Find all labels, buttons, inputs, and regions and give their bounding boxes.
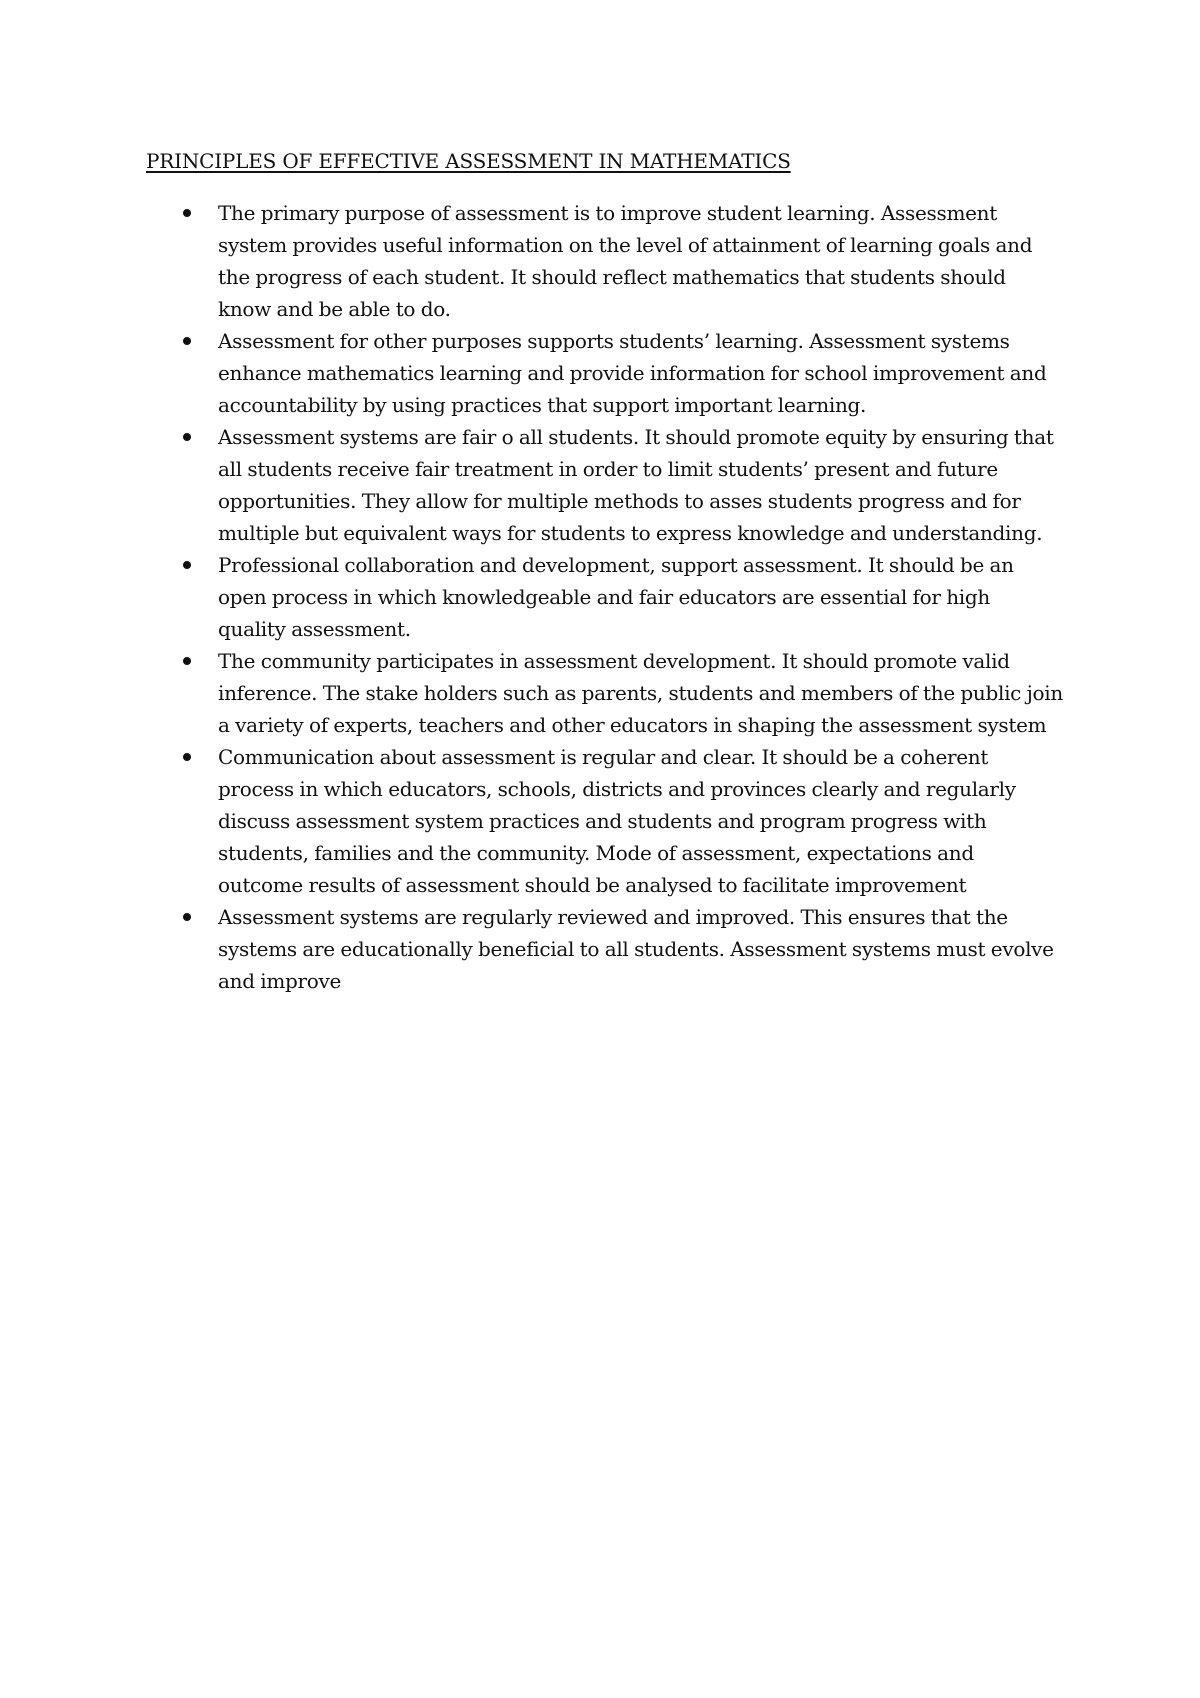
list-item (0, 325, 1200, 421)
bullet-icon (183, 433, 191, 441)
bullet-icon (183, 209, 191, 217)
bullet-icon (183, 913, 191, 921)
list-item-text: The community participates in assessment development. It should promote valid inference. The stake holders such as parents, students and members of the public join a variety of experts, teachers and other educators in shaping the assessment system (218, 649, 1063, 737)
list-item (0, 901, 1200, 997)
bullet-icon (183, 657, 191, 665)
list-item (0, 421, 1200, 549)
list-item-text: Assessment for other purposes supports students’ learning. Assessment systems enhance mathematics learning and provide information for school improvement and accountability by using practices that support important learning. (218, 329, 1047, 417)
list-item (0, 645, 1200, 741)
list-item-text: Assessment systems are regularly reviewed and improved. This ensures that the systems are educationally beneficial to all students. Assessment systems must evolve and improve (218, 905, 1054, 993)
list-item-text: The primary purpose of assessment is to improve student learning. Assessment system provides useful information on the level of attainment of learning goals and the progress of each student. It should reflect mathematics that students should know and be able to do. (218, 201, 1033, 321)
bullet-icon (183, 337, 191, 345)
list-item-text: Assessment systems are fair o all students. It should promote equity by ensuring that all students receive fair treatment in order to limit students’ present and future opportunities. They allow for multiple methods to asses students progress and for multiple but equivalent ways for students to express knowledge and understanding. (218, 425, 1054, 545)
list-item (0, 549, 1200, 645)
list-item-text: Professional collaboration and development, support assessment. It should be an open process in which knowledgeable and fair educators are essential for high quality assessment. (218, 553, 1014, 641)
list-item-text: Communication about assessment is regular and clear. It should be a coherent process in which educators, schools, districts and provinces clearly and regularly discuss assessment system practices and students and program progress with students, families and the community. Mode of assessment, expectations and outcome results of assessment should be analysed to facilitate improvement (218, 745, 1016, 897)
list-item (0, 197, 1200, 325)
list-item (0, 741, 1200, 901)
document-title: PRINCIPLES OF EFFECTIVE ASSESSMENT IN MATHEMATICS (146, 149, 791, 173)
principles-list (0, 197, 1200, 997)
bullet-icon (183, 753, 191, 761)
bullet-icon (183, 561, 191, 569)
